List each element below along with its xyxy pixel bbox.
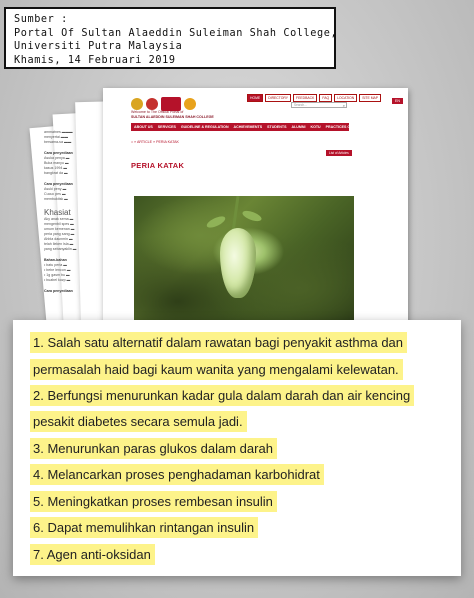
photo-leaf <box>205 214 227 230</box>
menu-kotu[interactable]: KOTU <box>310 125 321 129</box>
benefit-line: 2. Berfungsi menurunkan kadar gula dalam darah dan air kencing <box>30 385 414 406</box>
list-of-articles-button[interactable]: List of Articles <box>326 150 352 156</box>
source-citation-box <box>4 7 336 69</box>
side-heading: Cara penyediaan <box>44 151 73 155</box>
crest-icon <box>131 98 143 110</box>
menu-practices-5s[interactable]: PRACTICES OF 5S <box>325 125 358 129</box>
language-selector[interactable]: EN <box>392 98 403 104</box>
side-heading: Cara penyediaan <box>44 182 73 186</box>
menu-services[interactable]: SERVICES <box>157 125 176 129</box>
benefit-line: 7. Agen anti-oksidan <box>30 544 155 565</box>
side-page-text: ammatnes ▬▬▬ menyertai ▬▬ bersama-sa ▬▬ Cara penyediaan Asuka penya ▬ Buka manyu ▬ kasus 1994 ▬ bangkrat da ▬ Cara penyediaan Asuki peny ▬ Cucuc pes ▬ membuktisk ▬ Khasiat Aky anak sema ▬ mengenbil spes ▬ umum kemenan ▬ peria yang sang ▬ Ahbla daunmin ▬ telah lleken lsla ▬ yang sebanyaklin ▬ Bahan-bahan • batu peria ▬ • bebe lencon ▬ • 1g gasm bu ▬ • buabel kuzp ▬ Cara penyediaan <box>44 130 104 320</box>
website-screenshot <box>103 88 408 328</box>
nav-faq[interactable]: FAQ <box>319 94 332 102</box>
source-line: Sumber : <box>14 14 68 25</box>
search-icon[interactable]: ⌕ <box>342 103 345 108</box>
menu-achievements[interactable]: ACHIEVEMENTS <box>233 125 263 129</box>
benefit-line: permasalah haid bagi kaum wanita yang mengalami kelewatan. <box>30 359 403 380</box>
photo-stem <box>232 196 240 232</box>
benefit-line: 3. Menurunkan paras glukos dalam darah <box>30 438 277 459</box>
source-line: Universiti Putra Malaysia <box>14 41 183 52</box>
nav-site-map[interactable]: SITE MAP <box>359 94 381 102</box>
benefit-line: 5. Meningkatkan proses rembesan insulin <box>30 491 277 512</box>
site-college-name: SULTAN ALAEDDIN SULEIMAN SHAH COLLEGE <box>131 115 214 119</box>
menu-about-us[interactable]: ABOUT US <box>134 125 153 129</box>
menu-guideline[interactable]: GUIDELINE & REGULATION <box>180 125 229 129</box>
photo-leaf <box>241 209 263 223</box>
site-top-nav <box>247 94 381 102</box>
site-search-input[interactable] <box>291 102 347 108</box>
menu-alumni[interactable]: ALUMNI <box>291 125 306 129</box>
site-main-menu <box>131 123 358 131</box>
benefit-line: pesakit diabetes secara semula jadi. <box>30 411 247 432</box>
benefit-line: 6. Dapat memulihkan rintangan insulin <box>30 517 258 538</box>
bitter-gourd-fruit <box>220 228 256 298</box>
source-line: Khamis, 14 Februari 2019 <box>14 54 176 66</box>
site-welcome: Welcome to The Official Portal of <box>131 110 184 114</box>
emblem-icon <box>146 98 158 110</box>
bitter-gourd-photo <box>134 196 354 328</box>
home-icon[interactable]: ⌂ <box>131 140 134 144</box>
upm-logo-icon <box>161 97 181 111</box>
breadcrumb <box>131 140 179 144</box>
benefits-card <box>13 320 461 576</box>
nav-directory[interactable]: DIRECTORY <box>265 94 291 102</box>
benefit-line: 1. Salah satu alternatif dalam rawatan bagi penyakit asthma dan <box>30 332 407 353</box>
nav-feedback[interactable]: FEEDBACK <box>293 94 317 102</box>
college-logo-icon <box>184 98 196 110</box>
nav-location[interactable]: LOCATION <box>334 94 357 102</box>
menu-students[interactable]: STUDENTS <box>267 125 287 129</box>
side-heading: Cara penyediaan <box>44 289 73 293</box>
side-big-title: Khasiat <box>44 208 71 217</box>
nav-home[interactable]: HOME <box>247 94 263 102</box>
benefit-line: 4. Melancarkan proses penghadaman karbohidrat <box>30 464 324 485</box>
source-line: Portal Of Sultan Alaeddin Suleiman Shah College, <box>14 27 338 39</box>
breadcrumb-text[interactable]: » ARTICLE » PERIA KATAK <box>134 140 179 144</box>
search-placeholder: Search... <box>294 103 307 107</box>
article-title: PERIA KATAK <box>131 161 185 170</box>
side-heading: Bahan-bahan <box>44 258 67 262</box>
